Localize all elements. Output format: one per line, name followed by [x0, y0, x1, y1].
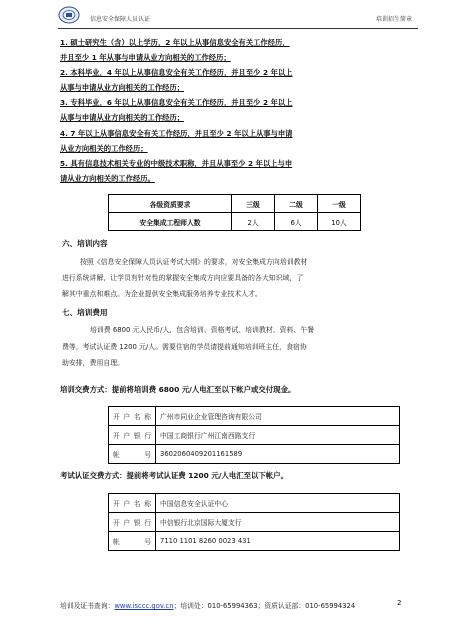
table-cell: 2人	[232, 213, 275, 231]
header-document-title: 培训招生简章	[375, 16, 412, 23]
table-header-cell: 各级资质要求	[109, 195, 232, 213]
table-row	[109, 407, 400, 426]
table-row	[109, 494, 400, 513]
account-field-value: 中国信息安全认证中心	[156, 494, 400, 513]
account-field-label: 开户名称	[109, 407, 156, 426]
account-field-label: 开户银行	[109, 513, 156, 532]
page-number: 2	[397, 599, 402, 607]
section-title-training-content: 六、培训内容	[62, 239, 108, 248]
table-row	[109, 195, 361, 213]
paragraph-line: 培训费 6800 元人民币/人，包含培训、资格考试、培训教材、资料、午餐	[90, 326, 315, 334]
footer-website-link[interactable]: www.isccc.gov.cn	[114, 602, 174, 610]
requirement-line: 5. 具有信息技术相关专业的中级技术职称，并且从事至少 2 年以上与申	[60, 159, 293, 168]
certification-logo-icon	[58, 6, 80, 24]
section-title-training-fees: 七、培训费用	[62, 308, 108, 317]
account-field-value: 中信银行北京国际大厦支行	[156, 513, 400, 532]
table-row	[109, 426, 400, 445]
table-row	[109, 445, 400, 464]
requirement-line: 1. 硕士研究生（含）以上学历，2 年以上从事信息安全有关工作经历，	[60, 38, 290, 47]
header-organization: 信息安全保障人员认证	[90, 16, 151, 23]
table-header-cell: 二级	[275, 195, 318, 213]
table-cell: 6人	[275, 213, 318, 231]
exam-payment-heading: 考试认证交费方式：提前将考试认证费 1200 元/人电汇至以下帐户。	[60, 471, 288, 480]
page-header	[58, 6, 418, 29]
footer-contact-numbers: ；培训处：010-65994363；资质认证部：010-65994324	[173, 602, 356, 610]
requirement-line: 4. 7 年以上从事信息安全有关工作经历，并且至少 2 年以上从事与申请	[60, 129, 293, 138]
account-field-value: 3602060409201161589	[156, 445, 400, 464]
page-footer	[60, 600, 355, 610]
paragraph-line: 按照《信息安全保障人员认证考试大纲》的要求，对安全集成方向培训教材	[80, 258, 308, 266]
footer-query-label: 培训及证书查询：	[60, 602, 115, 610]
exam-account-table	[108, 493, 400, 551]
requirement-line: 2. 本科毕业，4 年以上从事信息安全有关工作经历，并且至少 2 年以上	[60, 68, 293, 77]
table-row	[109, 513, 400, 532]
requirement-line: 3. 专科毕业，6 年以上从事信息安全有关工作经历，并且至少 2 年以上	[60, 98, 293, 107]
account-field-label: 帐号	[109, 445, 156, 464]
requirement-line: 从事与申请从业方向相关的工作经历；	[60, 113, 185, 122]
table-header-cell: 一级	[318, 195, 361, 213]
account-field-value: 中国工商银行广州江南西路支行	[156, 426, 400, 445]
paragraph-line: 进行系统讲解，让学员有针对性的掌握安全集成方向应要具备的各大知识域，了	[62, 274, 304, 282]
training-account-table	[108, 406, 400, 464]
paragraph-line: 费等，考试认证费 1200 元/人。需要住宿的学员请提前通知培训班主任，食宿协	[62, 343, 307, 351]
requirement-line: 从业方向相关的工作经历；	[60, 144, 148, 153]
account-field-label: 开户银行	[109, 426, 156, 445]
account-field-label: 帐号	[109, 532, 156, 551]
requirement-line: 并且至少 1 年从事与申请从业方向相关的工作经历；	[60, 53, 231, 62]
qualification-levels-table	[108, 194, 361, 231]
requirement-line: 请从业方向相关的工作经历。	[60, 174, 155, 183]
account-field-value: 广州市同业企业管理咨询有限公司	[156, 407, 400, 426]
paragraph-line: 解其中重点和难点。为企业提供安全集成服务培养专业技术人才。	[62, 290, 262, 298]
requirement-line: 从事与申请从业方向相关的工作经历；	[60, 83, 185, 92]
table-cell: 10人	[318, 213, 361, 231]
account-field-label: 开户名称	[109, 494, 156, 513]
training-payment-heading: 培训交费方式：提前将培训费 6800 元/人电汇至以下帐户或交付现金。	[60, 385, 296, 394]
table-cell: 安全集成工程师人数	[109, 213, 232, 231]
table-header-cell: 三级	[232, 195, 275, 213]
table-row	[109, 532, 400, 551]
table-row	[109, 213, 361, 231]
account-field-value: 7110 1101 8260 0023 431	[156, 532, 400, 551]
paragraph-line: 助安排，费用自理。	[62, 359, 125, 367]
